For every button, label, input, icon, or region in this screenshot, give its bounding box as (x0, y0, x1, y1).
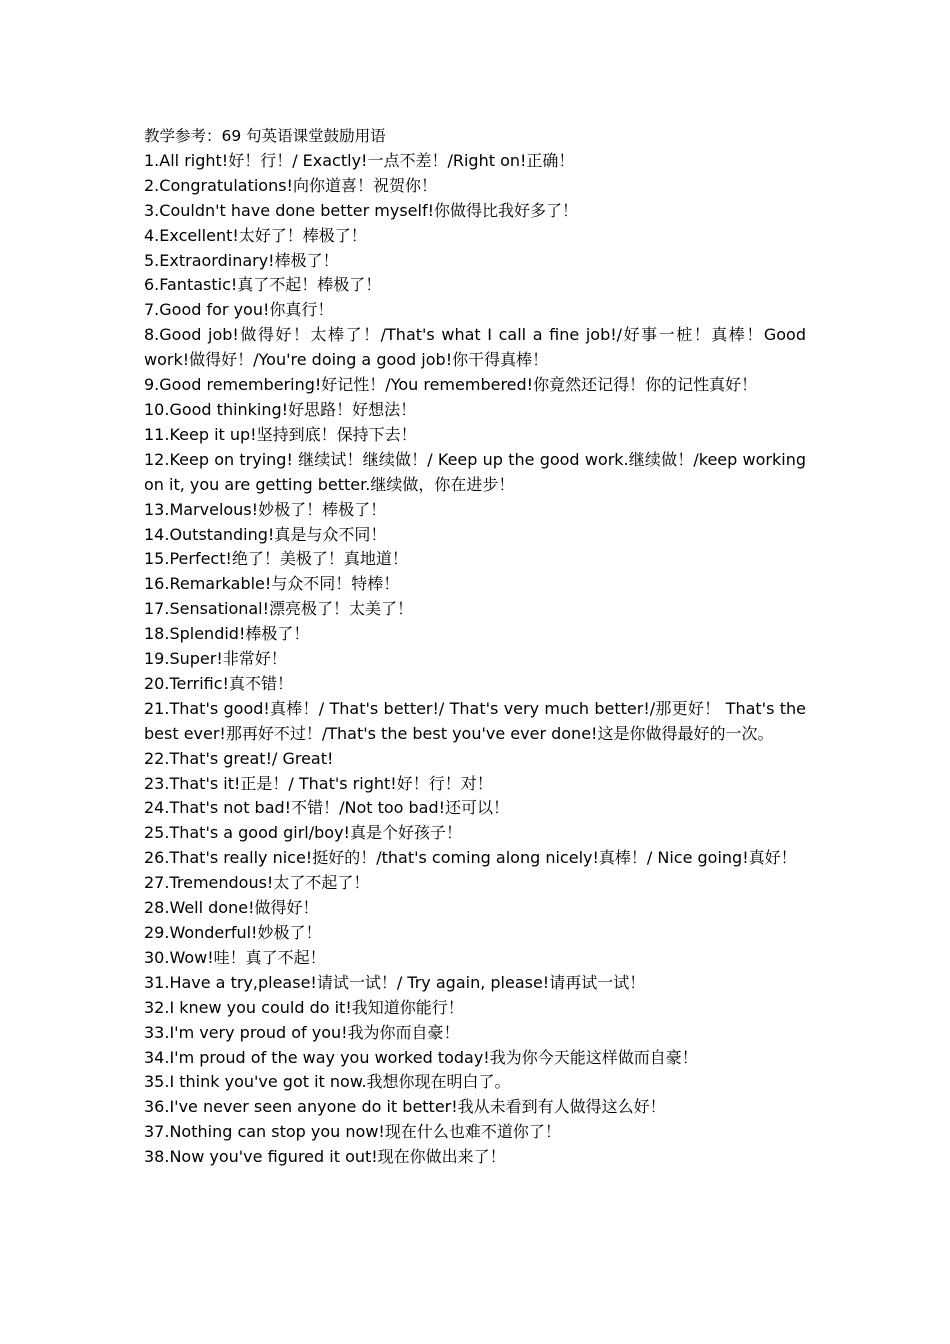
document-title: 教学参考：69 句英语课堂鼓励用语 (144, 127, 386, 145)
phrase-line: 36.I've never seen anyone do it better!我从未看到有人做得这么好！ (144, 1097, 666, 1117)
phrase-line: 21.That's good!真棒！/ That's better!/ That's very much better!/那更好！ That's the best ever!那再好不过！/That's the best you've ever done!这是你做得最好的一次。 (144, 698, 806, 743)
phrase-line: 5.Extraordinary!棒极了！ (144, 250, 339, 270)
phrase-list (144, 149, 806, 1170)
phrase-line: 30.Wow!哇！真了不起！ (144, 947, 326, 967)
phrase-line: 18.Splendid!棒极了！ (144, 624, 310, 644)
phrase-line: 7.Good for you!你真行！ (144, 300, 334, 320)
phrase-line: 9.Good remembering!好记性！/You remembered!你竟然还记得！你的记性真好！ (144, 375, 758, 395)
phrase-line: 28.Well done!做得好！ (144, 898, 319, 918)
phrase-line: 29.Wonderful!妙极了！ (144, 923, 322, 942)
phrase-line: 4.Excellent!太好了！棒极了！ (144, 225, 367, 245)
phrase-line: 3.Couldn't have done better myself!你做得比我好多了！ (144, 200, 579, 220)
phrase-line: 25.That's a good girl/boy!真是个好孩子！ (144, 823, 462, 843)
phrase-line: 33.I'm very proud of you!我为你而自豪！ (144, 1022, 460, 1042)
phrase-line: 14.Outstanding!真是与众不同！ (144, 524, 387, 544)
phrase-line: 37.Nothing can stop you now!现在什么也难不道你了！ (144, 1122, 561, 1142)
phrase-line: 11.Keep it up!坚持到底！保持下去！ (144, 424, 417, 444)
phrase-line: 35.I think you've got it now.我想你现在明白了。 (144, 1072, 511, 1092)
phrase-line: 27.Tremendous!太了不起了！ (144, 873, 370, 893)
phrase-line: 2.Congratulations!向你道喜！祝贺你！ (144, 175, 437, 195)
phrase-line: 6.Fantastic!真了不起！棒极了！ (144, 275, 382, 295)
phrase-line: 32.I knew you could do it!我知道你能行！ (144, 997, 464, 1017)
phrase-line: 16.Remarkable!与众不同！特棒！ (144, 574, 400, 594)
phrase-line: 10.Good thinking!好思路！好想法！ (144, 399, 417, 419)
phrase-line: 23.That's it!正是！/ That's right!好！行！对！ (144, 773, 493, 793)
phrase-line: 31.Have a try,please!请试一试！/ Try again, please!请再试一试！ (144, 972, 646, 992)
phrase-line: 26.That's really nice!挺好的！/that's coming along nicely!真棒！/ Nice going!真好！ (144, 848, 797, 868)
phrase-line: 19.Super!非常好！ (144, 649, 287, 669)
phrase-line: 24.That's not bad!不错！/Not too bad!还可以！ (144, 798, 510, 818)
phrase-line: 38.Now you've figured it out!现在你做出来了！ (144, 1147, 506, 1167)
phrase-line: 8.Good job!做得好！太棒了！/That's what I call a fine job!/好事一桩！真棒！Good work!做得好！/You're doing a good job!你干得真棒！ (144, 325, 806, 370)
phrase-line: 12.Keep on trying! 继续试！继续做！/ Keep up the good work.继续做！/keep working on it, you are getting better.继续做，你在进步！ (144, 449, 806, 494)
phrase-line: 15.Perfect!绝了！美极了！真地道！ (144, 549, 408, 569)
phrase-line: 13.Marvelous!妙极了！棒极了！ (144, 499, 387, 519)
phrase-line: 22.That's great!/ Great! (144, 748, 334, 768)
phrase-line: 17.Sensational!漂亮极了！太美了！ (144, 599, 414, 619)
document-page (144, 124, 806, 1170)
phrase-line: 34.I'm proud of the way you worked today!我为你今天能这样做而自豪！ (144, 1047, 698, 1067)
phrase-line: 1.All right!好！行！/ Exactly!一点不差！/Right on!正确！ (144, 150, 575, 170)
phrase-line: 20.Terrific!真不错！ (144, 673, 293, 693)
